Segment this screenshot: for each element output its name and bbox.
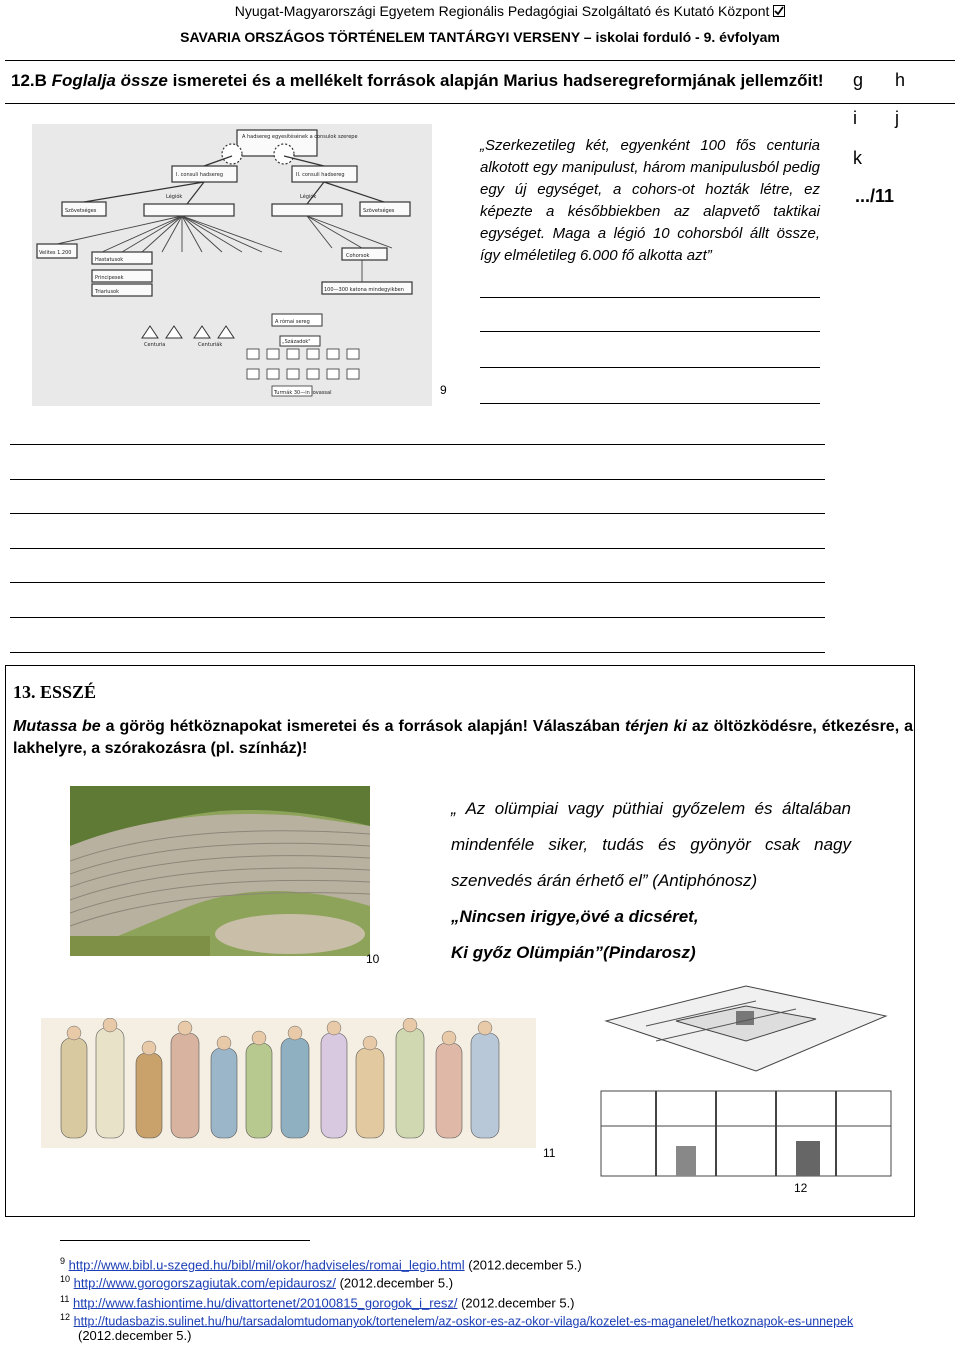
antiphon-quote: „ Az olümpiai vagy püthiai győzelem és általában mindenféle siker, tudás és gyönyör csak nagy szenvedés árán érhető el” (Antiphónosz)	[451, 799, 851, 890]
footnote-9: $^9$ http://www.bibl.u-szeged.hu/bibl/mil/okor/hadviseles/romai_legio.html (2012.december 5.)	[60, 1256, 582, 1273]
question-12-source-quote: „Szerkezetileg két, egyenként 100 fős centuria alkotott egy manipulust, három manipulusból pedig egy új egységet, a cohors-ot hozták létre, ez képezte a későbbiekben az alapvető taktikai egységet. Maga a légió 10 cohorsból állt össze, így elméletileg 6.000 fő alkotta azt”	[480, 137, 820, 264]
greek-house-plan-illustration	[596, 981, 896, 1081]
svg-text:„Századok": „Századok"	[282, 339, 311, 345]
answer-line[interactable]	[480, 331, 820, 332]
svg-text:Szövetséges: Szövetséges	[363, 208, 395, 214]
svg-text:Cohorsok: Cohorsok	[346, 253, 370, 259]
score-letter-g: g	[853, 70, 864, 90]
svg-text:Centuriák: Centuriák	[198, 342, 223, 348]
svg-text:Velites 1.200: Velites 1.200	[39, 250, 72, 256]
answer-line[interactable]	[10, 582, 825, 583]
answer-line[interactable]	[480, 367, 820, 368]
svg-text:Triariusok: Triariusok	[95, 289, 120, 295]
answer-line[interactable]	[10, 548, 825, 549]
footnote-12: $^{12}$ http://tudasbazis.sulinet.hu/hu/tarsadalomtudomanyok/tortenelem/az-oskor-es-az-okor-vilaga/kozelet-es-maganelet/hetkoznapok-es-unnepek (2012.december 5.)	[60, 1312, 854, 1344]
footnote-separator	[60, 1240, 310, 1241]
footnote-10-link[interactable]: http://www.gorogorszagiutak.com/epidaurosz/	[73, 1275, 336, 1291]
answer-line[interactable]	[480, 297, 820, 298]
question-12-box	[5, 60, 955, 104]
score-letter-j: j	[895, 108, 899, 128]
score-letter-h: h	[895, 70, 906, 90]
answer-line[interactable]	[10, 617, 825, 618]
svg-text:Principesek: Principesek	[95, 275, 124, 281]
image-mark-11: 11	[543, 1146, 556, 1160]
score-letter-i: i	[853, 108, 857, 128]
legion-structure-diagram	[32, 124, 432, 406]
answer-line[interactable]	[480, 403, 820, 404]
svg-text:100—300 katona mindegyikben: 100—300 katona mindegyikben	[324, 287, 404, 293]
answer-line[interactable]	[10, 479, 825, 480]
greek-courtyard-illustration	[596, 1086, 896, 1181]
svg-text:Hastatusok: Hastatusok	[95, 257, 124, 263]
footnote-11: $^{11}$ http://www.fashiontime.hu/divattortenet/20100815_gorogok_i_resz/ (2012.december 5.)	[60, 1294, 575, 1311]
svg-text:I. consuli hadsereg: I. consuli hadsereg	[176, 172, 224, 178]
question-12-title: 12.B Foglalja össze ismeretei és a mellékelt források alapján Marius hadseregreformjának jellemzőit!	[11, 71, 824, 90]
answer-line[interactable]	[10, 513, 825, 514]
image-mark-12: 12	[794, 1181, 808, 1195]
question-13-quotes	[451, 791, 851, 971]
greek-clothing-illustration	[41, 1018, 536, 1148]
svg-text:Légiók: Légiók	[166, 194, 183, 200]
pindar-quote-line1: „Nincsen irigye,övé a dicséret,	[451, 907, 699, 926]
footnote-mark-9: 9	[440, 383, 447, 397]
question-13-heading: 13. ESSZÉ	[13, 682, 97, 702]
svg-text:II. consuli hadsereg: II. consuli hadsereg	[296, 172, 345, 178]
image-mark-10: 10	[366, 952, 380, 966]
question-13-task: Mutassa be a görög hétköznapokat ismeretei és a források alapján! Válaszában térjen ki az öltözködésre, étkezésre, a lakhelyre, a szórakozásra (pl. színház)!	[13, 718, 913, 757]
checkbox-checked-icon	[773, 5, 785, 17]
footnote-12-link[interactable]: http://tudasbazis.sulinet.hu/hu/tarsadalomtudomanyok/tortenelem/az-oskor-es-az-okor-vilaga/kozelet-es-maganelet/hetkoznapok-es-unnepek	[73, 1314, 854, 1329]
answer-line[interactable]	[10, 444, 825, 445]
svg-text:A római sereg: A római sereg	[275, 319, 310, 325]
footnote-11-link[interactable]: http://www.fashiontime.hu/divattortenet/20100815_gorogok_i_resz/	[72, 1295, 458, 1311]
epidaurus-theatre-photo	[70, 786, 370, 956]
competition-header: SAVARIA ORSZÁGOS TÖRTÉNELEM TANTÁRGYI VERSENY – iskolai forduló - 9. évfolyam	[180, 29, 780, 45]
question-13-box	[5, 665, 915, 1217]
svg-text:Centuria: Centuria	[144, 342, 166, 348]
svg-text:Turmák 30—in lovassal: Turmák 30—in lovassal	[274, 390, 332, 396]
score-letter-k: k	[853, 148, 862, 168]
footnote-10: $^{10}$ http://www.gorogorszagiutak.com/epidaurosz/ (2012.december 5.)	[60, 1274, 454, 1291]
pindar-quote-line2: Ki győz Olümpián”(Pindarosz)	[451, 943, 696, 962]
legion-diagram-figure	[32, 124, 432, 406]
footnote-9-link[interactable]: http://www.bibl.u-szeged.hu/bibl/mil/okor/hadviseles/romai_legio.html	[68, 1257, 465, 1273]
institution-header: Nyugat-Magyarországi Egyetem Regionális Pedagógiai Szolgáltató és Kutató Központ	[0, 3, 960, 19]
svg-text:Szövetséges: Szövetséges	[65, 208, 97, 214]
svg-text:A hadsereg egyesítésének a con: A hadsereg egyesítésének a consulok szerepe	[242, 134, 358, 140]
answer-line[interactable]	[10, 652, 825, 653]
svg-text:Légiók: Légiók	[300, 194, 317, 200]
score-points: .../11	[855, 186, 895, 206]
